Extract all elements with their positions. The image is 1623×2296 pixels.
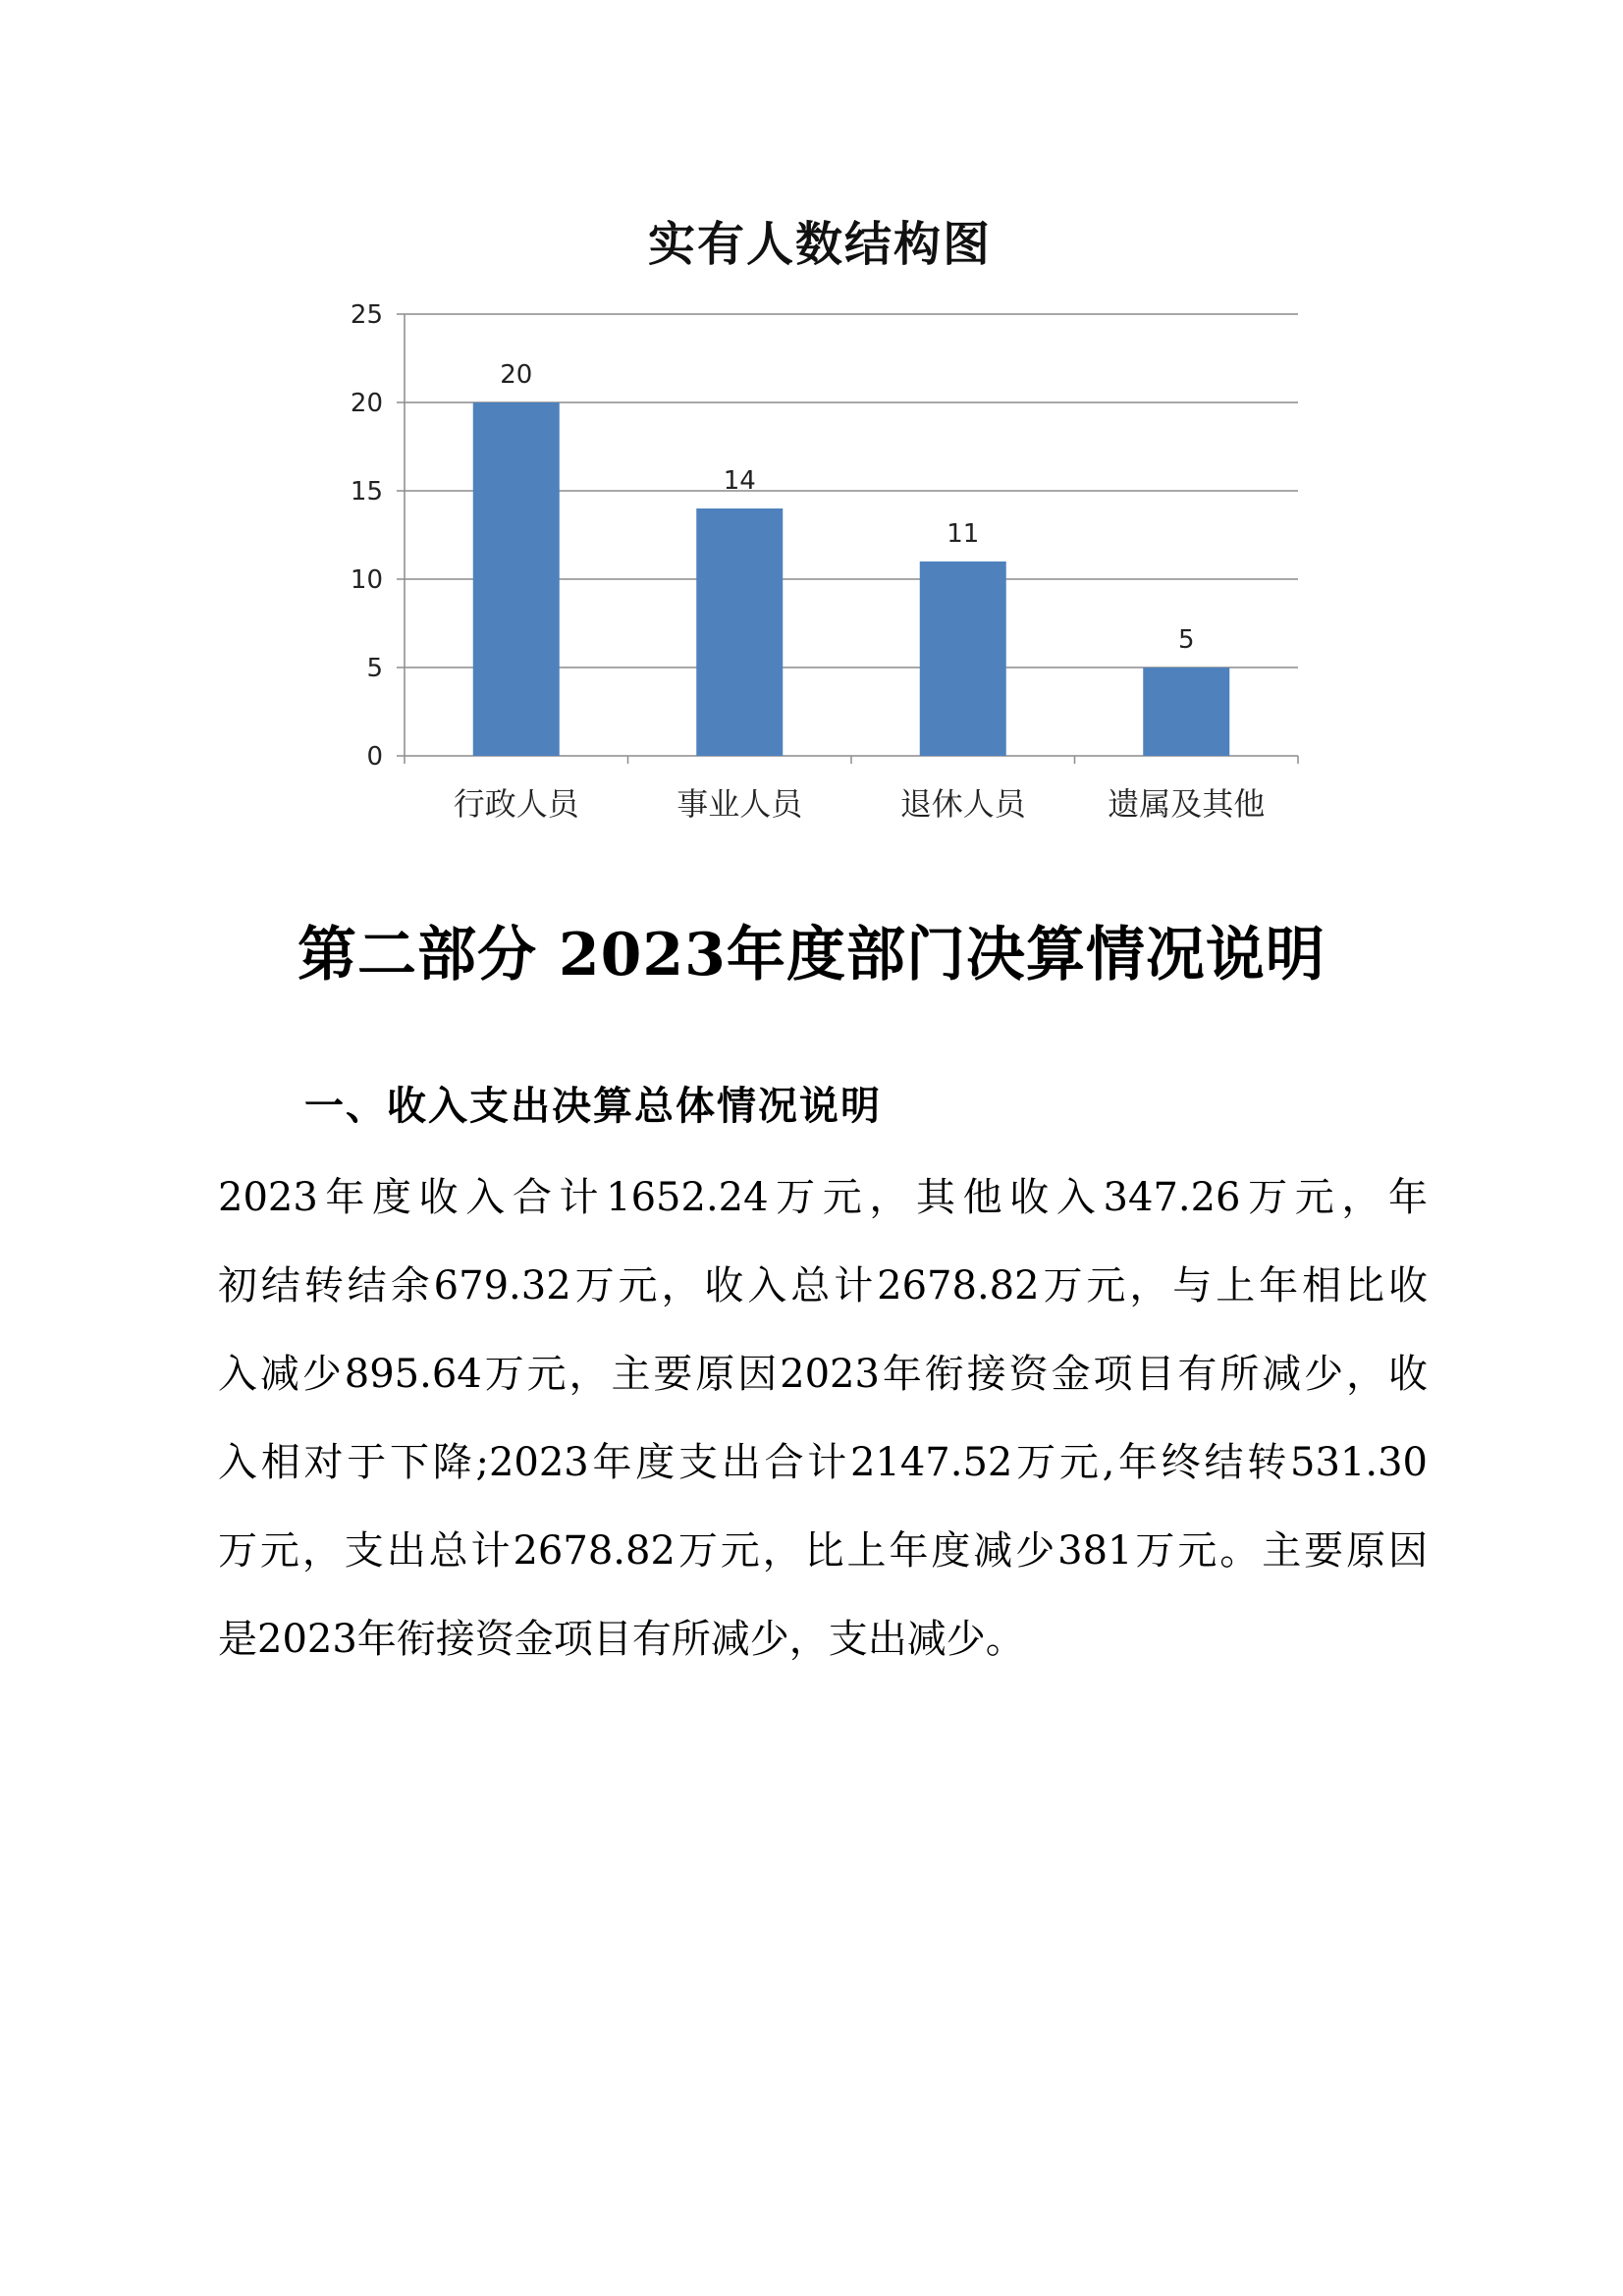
- paragraph-line: 初结转结余679.32万元，收入总计2678.82万元，与上年相比收: [218, 1263, 1428, 1308]
- chart-title: 实有人数结构图: [647, 217, 992, 272]
- x-category-label: 事业人员: [676, 785, 803, 823]
- chart-container: [324, 206, 1316, 844]
- paragraph-line: 入相对于下降;2023年度支出合计2147.52万元,年终结转531.30: [218, 1440, 1428, 1485]
- y-tick-label: 10: [350, 565, 383, 595]
- x-category-label: 遗属及其他: [1108, 785, 1266, 823]
- x-category-label: 退休人员: [899, 785, 1026, 823]
- bar-chart: [324, 206, 1316, 844]
- y-tick-label: 20: [350, 389, 383, 418]
- paragraph-line: 万元，支出总计2678.82万元，比上年度减少381万元。主要原因: [218, 1528, 1428, 1574]
- data-label: 20: [500, 360, 533, 390]
- section-paragraph: [218, 1153, 1428, 1683]
- data-label: 11: [947, 519, 980, 549]
- bar: [920, 561, 1006, 756]
- y-tick-label: 15: [350, 477, 383, 507]
- section-heading: 一、收入支出决算总体情况说明: [304, 1084, 882, 1129]
- bar: [1143, 667, 1229, 756]
- data-label: 14: [723, 466, 756, 496]
- paragraph-line: 2023年度收入合计1652.24万元，其他收入347.26万元，年: [218, 1175, 1428, 1220]
- bar: [473, 402, 560, 756]
- y-tick-label: 5: [366, 654, 383, 683]
- paragraph-line: 是2023年衔接资金项目有所减少，支出减少。: [218, 1617, 1025, 1662]
- bar: [696, 508, 783, 756]
- paragraph-line: 入减少895.64万元，主要原因2023年衔接资金项目有所减少，收: [218, 1352, 1428, 1397]
- data-label: 5: [1177, 625, 1195, 655]
- y-tick-label: 0: [366, 742, 383, 772]
- part-title: 第二部分 2023年度部门决算情况说明: [298, 921, 1325, 989]
- y-tick-label: 25: [350, 300, 383, 330]
- x-category-label: 行政人员: [453, 785, 579, 823]
